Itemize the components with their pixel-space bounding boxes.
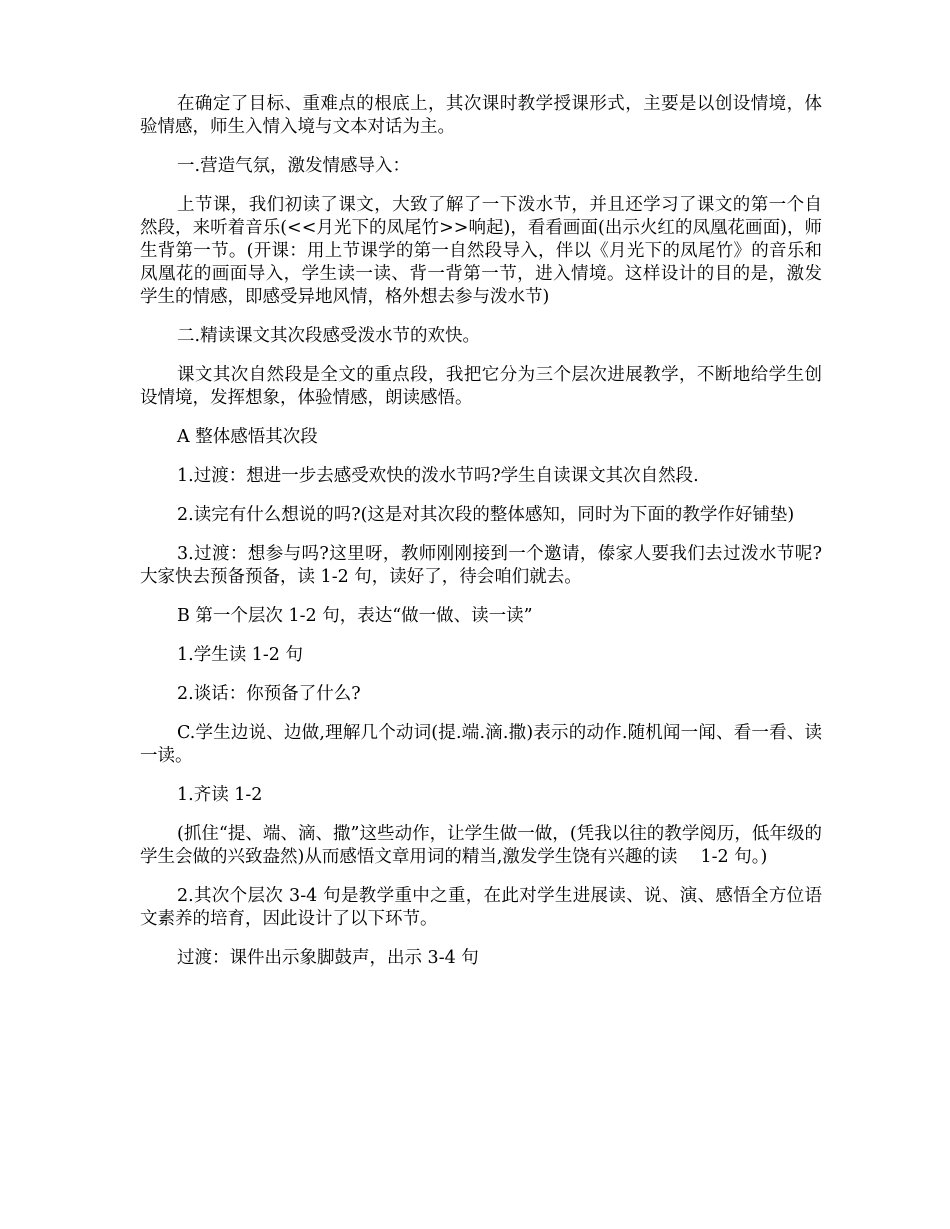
paragraph-9: 3.过渡：想参与吗?这里呀，教师刚刚接到一个邀请，傣家人要我们去过泼水节呢?大家快去预备预备，读 1-2 句，读好了，待会咱们就去。	[140, 544, 822, 587]
document-body	[140, 93, 822, 986]
paragraph-7: 1.过渡：想进一步去感受欢快的泼水节吗?学生自读课文其次自然段.	[177, 466, 699, 486]
paragraph-15: (抓住“提、端、滴、撒”这些动作，让学生做一做，(凭我以往的教学阅历，低年级的学生会做的兴致盎然)从而感悟文章用词的精当,激发学生饶有兴趣的读 1-2 句。)	[140, 824, 822, 867]
paragraph-1: 在确定了目标、重难点的根底上，其次课时教学授课形式，主要是以创设情境，体验情感，师生入情入境与文本对话为主。	[140, 94, 822, 137]
paragraph-5: 课文其次自然段是全文的重点段，我把它分为三个层次进展教学，不断地给学生创设情境，发挥想象，体验情感，朗读感悟。	[140, 365, 822, 408]
paragraph-3: 上节课，我们初读了课文，大致了解了一下泼水节，并且还学习了课文的第一个自然段，来听着音乐(<<月光下的凤尾竹>>响起)，看看画面(出示火红的凤凰花画面)，师生背第一节。(开课：用上节课学的第一自然段导入，伴以《月光下的凤尾竹》的音乐和凤凰花的画面导入，学生读一读、背一背第一节，进入情境。这样设计的目的是，激发学生的情感，即感受异地风情，格外想去参与泼水节)	[140, 195, 822, 307]
paragraph-6: A 整体感悟其次段	[177, 427, 318, 447]
paragraph-2: 一.营造气氛，激发情感导入：	[177, 156, 411, 176]
paragraph-16: 2.其次个层次 3-4 句是教学重中之重，在此对学生进展读、说、演、感悟全方位语文素养的培育，因此设计了以下环节。	[140, 886, 822, 929]
paragraph-17: 过渡：课件出示象脚鼓声，出示 3-4 句	[177, 948, 479, 968]
paragraph-13: C.学生边说、边做,理解几个动词(提.端.滴.撒)表示的动作.随机闻一闻、看一看、读一读。	[140, 723, 822, 766]
paragraph-12: 2.谈话：你预备了什么?	[177, 684, 361, 704]
paragraph-14: 1.齐读 1-2	[177, 785, 263, 805]
paragraph-4: 二.精读课文其次段感受泼水节的欢快。	[177, 326, 481, 346]
paragraph-10: B 第一个层次 1-2 句，表达“做一做、读一读”	[177, 606, 533, 626]
paragraph-11: 1.学生读 1-2 句	[177, 645, 304, 665]
paragraph-8: 2.读完有什么想说的吗?(这是对其次段的整体感知，同时为下面的教学作好铺垫)	[177, 505, 795, 525]
